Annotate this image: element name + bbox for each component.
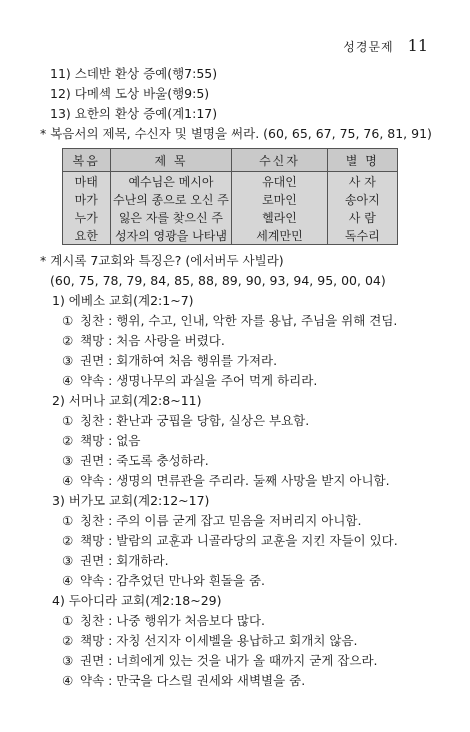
list-item (40, 671, 440, 691)
table-row (63, 208, 398, 226)
item-number: ③ (62, 453, 74, 468)
table-row (63, 172, 398, 191)
table-cell: 누가 (63, 208, 111, 226)
list-item (40, 531, 440, 551)
question-heading: * 복음서의 제목, 수신자 및 별명을 써라. (60, 65, 67, 75, 76, 81, 91) (40, 126, 432, 141)
list-item (40, 331, 440, 351)
table-cell: 잃은 자를 찾으신 주 (110, 208, 232, 226)
item-number: ① (62, 513, 74, 528)
church-title: 4) 두아디라 교회(계2:18~29) (52, 593, 222, 608)
table-cell: 로마인 (232, 190, 327, 208)
item-text: 약속 : 생명의 면류관을 주리라. 둘째 사망을 받지 아니함. (80, 473, 390, 488)
item-number: ④ (62, 373, 74, 388)
table-cell: 마태 (63, 172, 111, 191)
table-row (63, 226, 398, 245)
list-item (40, 371, 440, 391)
item-number: ③ (62, 653, 74, 668)
table-header: 수신자 (232, 149, 327, 172)
table-cell: 헬라인 (232, 208, 327, 226)
item-text: 권면 : 회개하라. (80, 553, 169, 568)
page-content (40, 64, 440, 691)
list-item (40, 311, 440, 331)
item-text: 칭찬 : 나중 행위가 처음보다 많다. (80, 613, 266, 628)
item-text: 책망 : 없음 (80, 433, 141, 448)
list-item (40, 571, 440, 591)
item-number: ④ (62, 673, 74, 688)
running-title: 성경문제 (343, 40, 394, 54)
item-number: ② (62, 633, 74, 648)
list-item (40, 511, 440, 531)
list-item: 11) 스데반 환상 증예(행7:55) (50, 66, 218, 81)
table-cell: 요한 (63, 226, 111, 245)
item-number: ③ (62, 553, 74, 568)
item-text: 책망 : 자칭 선지자 이세벨을 용납하고 회개치 않음. (80, 633, 358, 648)
list-item (40, 551, 440, 571)
table-header: 별 명 (327, 149, 397, 172)
item-text: 칭찬 : 주의 이름 굳게 잡고 믿음을 저버리지 아니함. (80, 513, 362, 528)
item-text: 권면 : 죽도록 충성하라. (80, 453, 209, 468)
table-header: 복음 (63, 149, 111, 172)
item-text: 권면 : 너희에게 있는 것을 내가 올 때까지 굳게 잡으라. (80, 653, 378, 668)
gospel-table (62, 148, 398, 245)
item-text: 약속 : 생명나무의 과실을 주어 먹게 하리라. (80, 373, 318, 388)
page-number: 11 (407, 36, 428, 55)
table-cell: 사 자 (327, 172, 397, 191)
item-text: 권면 : 회개하여 처음 행위를 가져라. (80, 353, 278, 368)
item-number: ④ (62, 573, 74, 588)
item-text: 칭찬 : 환난과 궁핍을 당함, 실상은 부요함. (80, 413, 310, 428)
item-number: ③ (62, 353, 74, 368)
church-title: 2) 서머나 교회(계2:8~11) (52, 393, 202, 408)
exam-years: (60, 75, 78, 79, 84, 85, 88, 89, 90, 93, 94, 95, 00, 04) (50, 273, 386, 288)
item-text: 책망 : 처음 사랑을 버렸다. (80, 333, 225, 348)
church-title: 3) 버가모 교회(계2:12~17) (52, 493, 210, 508)
question-heading: * 계시록 7교회와 특징은? (에서버두 사빌라) (40, 253, 284, 268)
item-number: ② (62, 533, 74, 548)
table-header-row (63, 149, 398, 172)
table-cell: 세계만민 (232, 226, 327, 245)
item-text: 책망 : 발람의 교훈과 니골라당의 교훈을 지킨 자들이 있다. (80, 533, 398, 548)
list-item (40, 651, 440, 671)
table-cell: 예수님은 메시아 (110, 172, 232, 191)
table-header: 제 목 (110, 149, 232, 172)
list-item: 12) 다메섹 도상 바울(행9:5) (50, 86, 210, 101)
item-number: ① (62, 313, 74, 328)
list-item: 13) 요한의 환상 증예(계1:17) (50, 106, 218, 121)
list-item (40, 611, 440, 631)
item-number: ② (62, 433, 74, 448)
table-cell: 독수리 (327, 226, 397, 245)
table-cell: 마가 (63, 190, 111, 208)
list-item (40, 631, 440, 651)
page-header (343, 36, 428, 55)
item-number: ① (62, 613, 74, 628)
item-text: 칭찬 : 행위, 수고, 인내, 악한 자를 용납, 주님을 위해 견딤. (80, 313, 398, 328)
table-cell: 유대인 (232, 172, 327, 191)
list-item (40, 431, 440, 451)
item-text: 약속 : 만국을 다스릴 권세와 새벽별을 줌. (80, 673, 306, 688)
item-number: ④ (62, 473, 74, 488)
table-cell: 송아지 (327, 190, 397, 208)
item-number: ① (62, 413, 74, 428)
table-cell: 사 람 (327, 208, 397, 226)
list-item (40, 451, 440, 471)
list-item (40, 471, 440, 491)
table-cell: 수난의 종으로 오신 주 (110, 190, 232, 208)
list-item (40, 411, 440, 431)
table-cell: 성자의 영광을 나타냄 (110, 226, 232, 245)
table-row (63, 190, 398, 208)
item-text: 약속 : 감추었던 만나와 흰돌을 줌. (80, 573, 266, 588)
church-title: 1) 에베소 교회(계2:1~7) (52, 293, 194, 308)
item-number: ② (62, 333, 74, 348)
list-item (40, 351, 440, 371)
